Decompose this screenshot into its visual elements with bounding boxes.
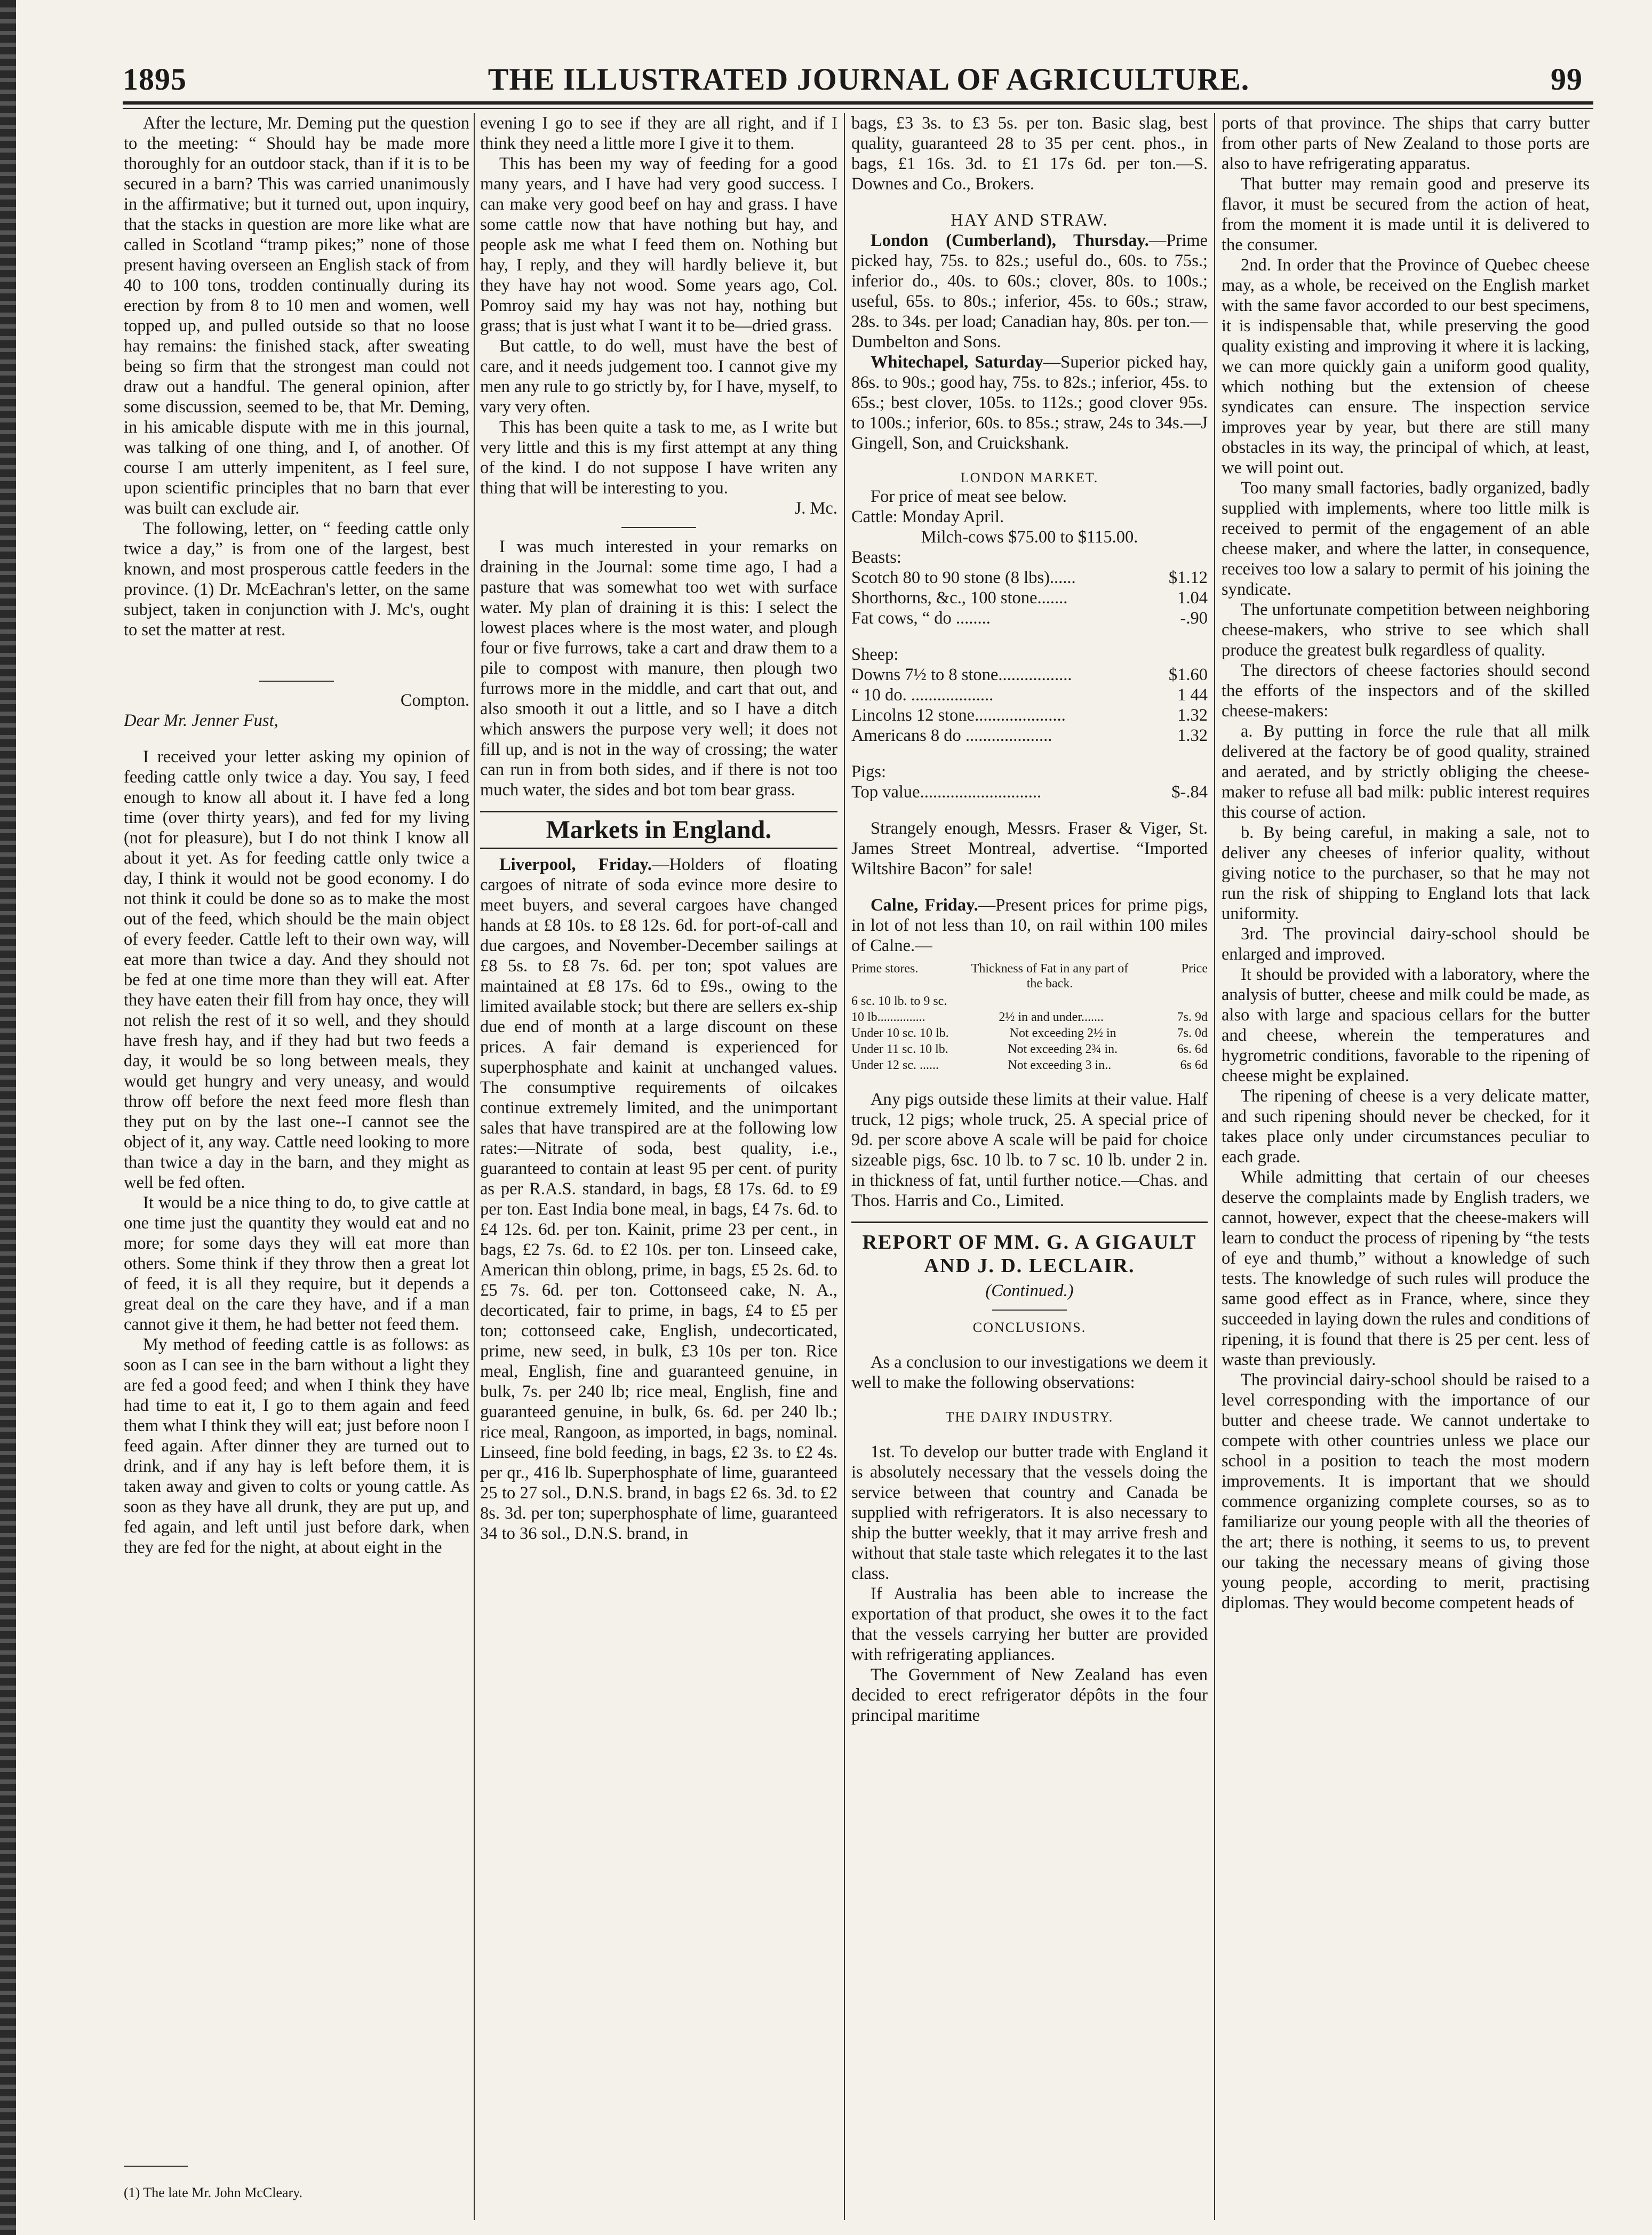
price-row: [851, 725, 1208, 746]
table-row: [851, 1009, 1208, 1025]
price-item: “ 10 do. ...................: [851, 685, 994, 705]
column-2: [480, 113, 837, 2220]
price-row: [851, 705, 1208, 725]
paragraph: a. By putting in force the rule that all milk delivered at the factory be of good quality, strained and aerated, and by strictly obliging the cheese-maker to refuse all bad milk: public interest requires this course of action.: [1222, 722, 1590, 822]
column-divider: [844, 113, 845, 2220]
paragraph: This has been my way of feeding for a good many years, and I have had very good success. I can make very good beef on hay and grass. I have some cattle now that have nothing but hay, and people ask me what I feed them on. Nothing but hay, I reply, and they will hardly believe it, but they have hay not wood. Some years ago, Col. Pomroy said my hay was not hay, nothing but grass; that is just what I want it to be—dried grass.: [480, 154, 837, 336]
table-cell: Not exceeding 2¾ in.: [1008, 1042, 1118, 1056]
paragraph: bags, £3 3s. to £3 5s. per ton. Basic slag, best quality, guaranteed 28 to 35 per cent. phos., in bags, £1 16s. 3d. to £1 17s 6d. per ton.—S. Downes and Co., Brokers.: [851, 114, 1208, 194]
price-list-sheep: [851, 665, 1208, 746]
paragraph: Cattle: Monday April.: [851, 507, 1004, 526]
price-item: Lincolns 12 stone.....................: [851, 706, 1066, 725]
section-rule: [992, 1310, 1067, 1311]
paragraph: If Australia has been able to increase the exportation of that product, she owes it to the fact that the vessels carrying her butter are provided with refrigerating appliances.: [851, 1584, 1208, 1664]
letter-salutation: Dear Mr. Jenner Fust,: [124, 711, 278, 730]
column-1: [124, 113, 469, 2220]
price-row: [851, 665, 1208, 685]
column-divider: [474, 113, 475, 2220]
lead-place: Liverpool, Friday.: [499, 855, 652, 874]
table-header-cell: Price: [1181, 962, 1208, 976]
lead-place: Calne, Friday.: [871, 896, 978, 915]
paragraph: [851, 895, 1208, 956]
price-label: Beasts:: [851, 548, 901, 567]
price-row: [851, 608, 1208, 628]
price-item: Shorthorns, &c., 100 stone.......: [851, 588, 1068, 608]
table-cell: 6s 6d: [1180, 1058, 1208, 1072]
price-item: Downs 7½ to 8 stone.................: [851, 665, 1072, 684]
paragraph: My method of feeding cattle is as follows: as soon as I can see in the barn without a light they are fed a good feed; and when I think they have had time to eat it, I go to them again and feed them what I think they will eat; just before noon I feed again. After dinner they are turned out to drink, and if any hay is left before them, it is taken away and given to colts or young cattle. As soon as they have all drunk, they are put up, and fed again, and left until just before dark, when they are fed for the night, at about eight in the: [124, 1335, 469, 1557]
price-value: 1 44: [1177, 685, 1208, 705]
paragraph: 1st. To develop our butter trade with England it is absolutely necessary that the vessels doing the service between that country and Canada be supplied with refrigerators. It is also necessary to ship the butter weekly, that it may arrive fresh and without that stale taste which relegates it to the last class.: [851, 1442, 1208, 1583]
price-item: Top value............................: [851, 783, 1042, 802]
section-heading: LONDON MARKET.: [960, 470, 1099, 485]
paragraph: The ripening of cheese is a very delicate matter, and such ripening should never be checked, for it takes place only under circumstances peculiar to each grade.: [1222, 1087, 1590, 1167]
price-label: Sheep:: [851, 645, 899, 664]
paragraph: But cattle, to do well, must have the best of care, and it needs judgement too. I cannot give my men any rule to go strictly by, for I have, myself, to vary very often.: [480, 337, 837, 417]
lead-place: Whitechapel, Saturday: [871, 353, 1043, 372]
paragraph: The Government of New Zealand has even decided to erect refrigerator dépôts in the four principal maritime: [851, 1665, 1208, 1725]
price-value: 1.32: [1177, 726, 1208, 745]
column-4: [1222, 113, 1590, 2220]
footnote-rule: [124, 2166, 188, 2167]
paragraph: For price of meat see below.: [871, 487, 1067, 506]
paragraph: After the lecture, Mr. Deming put the question to the meeting: “ Should hay be made more thoroughly for an outdoor stack, than if it is to be secured in a barn? This was carried unanimously in the affirmative; but it turned out, upon inquiry, that the stacks in question are more like what are called in Scotland “tramp pikes;” none of those present having overseen an English stack of from 40 to 100 tons, trodden continually during its erection by from 8 to 10 men and women, well topped up, and pulled outside so that no loose hay remains: the finished stack, after sweating being so firm that the strongest man could not draw out a handful. The general opinion, after some discussion, seemed to be, that Mr. Deming, in his amicable dispute with me in this journal, was talking of one thing, and I, of another. Of course I am utterly impenitent, as I feel sure, upon scientific principles that no barn that ever was built can exclude air.: [124, 114, 469, 518]
header-rule-thick: [123, 101, 1593, 105]
price-value: 1.32: [1177, 706, 1208, 725]
price-row: [851, 568, 1208, 588]
paragraph: I was much interested in your remarks on draining in the Journal: some time ago, I had a pasture that was somewhat too wet with surface water. My plan of draining it is this: I select the lowest places where is the most water, and plough four or five furrows, take a cart and draw them to a pile to compost with manure, then plough two furrows more in the middle, and cart that out, and also smooth it out a little, and so I have a ditch which answers the purpose very well; it does not fill up, and is not in the way of crossing; the water can run in from both sides, and if there is not too much water, the sides and bot tom bear grass.: [480, 537, 837, 800]
paragraph-body: —Superior picked hay, 86s. to 90s.; good hay, 75s. to 82s.; inferior, 45s. to 65s.; best clover, 105s. to 112s.; good clover 95s. to 100s.; inferior, 60s. to 85s.; straw, 24s to 34s.—J Gingell, Son, and Cruickshank.: [851, 353, 1208, 453]
table-cell: Under 10 sc. 10 lb.: [851, 1026, 949, 1040]
paragraph: The directors of cheese factories should second the efforts of the inspectors and of the skilled cheese-makers:: [1222, 661, 1590, 721]
paragraph: While admitting that certain of our cheeses deserve the complaints made by English traders, we cannot, however, expect that the cheese-makers will learn to conduct the process of ripening by “the tests of eye and thumb,” without a knowledge of such tests. The knowledge of such rules will produce the same good effect as in France, where, since they succeeded in laying down the rules and conditions of ripening, it is found that there is 25 per cent. less of waste than previously.: [1222, 1168, 1590, 1369]
table-cell: Not exceeding 3 in..: [1008, 1058, 1112, 1072]
paragraph: I received your letter asking my opinion of feeding cattle only twice a day. You say, I feed enough to know all about it. I have fed a long time (over thirty years), and fed for my living (not for pleasure), but I do not think I know all about it yet. As for feeding cattle only twice a day, I think it would not be good economy. I do not think it could be done so as to make the most out of the feed, which should be the main object of every feeder. Cattle left to their own way, will eat more than twice a day. And they should not be fed at one time more than they will eat. After they have eaten their fill from hay once, they will not relish the rest of it so well, and they should have fresh hay, and if they had but two feeds a day, it would be so long between meals, they would get hungry and very uneasy, and would throw off before the next feed more flesh than they put on by the last one--I cannot see the object of it, any way. Cattle need looking to more than twice a day in the barn, and they might as well be fed often.: [124, 747, 469, 1192]
table-cell: Not exceeding 2½ in: [1009, 1026, 1116, 1040]
paragraph: evening I go to see if they are all right, and if I think they need a little more I give it to them.: [480, 114, 837, 153]
table-header-cell: Prime stores.: [851, 962, 919, 976]
paragraph: ports of that province. The ships that carry butter from other parts of New Zealand to those ports are also to have refrigerating apparatus.: [1222, 114, 1590, 173]
header-year: 1895: [123, 61, 187, 97]
table-cell: 7s. 9d: [1177, 1010, 1208, 1024]
paragraph: 3rd. The provincial dairy-school should be enlarged and improved.: [1222, 924, 1590, 964]
price-item: Americans 8 do ....................: [851, 726, 1052, 745]
table-row: [851, 1057, 1208, 1073]
footnote: (1) The late Mr. John McCleary.: [124, 2185, 303, 2200]
section-rule: [259, 681, 334, 682]
binding-spine: [0, 0, 16, 2235]
paragraph: It should be provided with a laboratory, where the analysis of butter, cheese and milk could be made, as also with large and spacious cellars for the butter and cheese, wherein the temperatures and hygrometric conditions, favorable to the ripening of cheese might be explained.: [1222, 965, 1590, 1085]
paragraph: The provincial dairy-school should be raised to a level corresponding with the importance of our butter and cheese trade. We cannot undertake to compete with other countries unless we place our school in a position to teach the most modern improvements. It is important that we should commence organizing complete courses, so as to familiarize our young people with all the theories of the art; there is nothing, it seems to us, to prevent our taking the necessary means of giving those young people, according to merit, practising diplomas. They would become competent heads of: [1222, 1370, 1590, 1613]
paragraph: [851, 352, 1208, 453]
column-divider: [1214, 113, 1215, 2220]
table-cell: 2½ in and under.......: [999, 1010, 1104, 1024]
header-title: THE ILLUSTRATED JOURNAL OF AGRICULTURE.: [488, 61, 1250, 97]
letter-place: Compton.: [400, 691, 469, 710]
report-title: REPORT OF MM. G. A GIGAULT AND J. D. LECLAIR.: [851, 1222, 1208, 1278]
price-value: $1.60: [1168, 665, 1208, 684]
paragraph: Any pigs outside these limits at their value. Half truck, 12 pigs; whole truck, 25. A special price of 9d. per score above A scale will be paid for choice sizeable pigs, 6sc. 10 lb. to 7 sc. 10 lb. under 2 in. in thickness of fat, until further notice.—Chas. and Thos. Harris and Co., Limited.: [851, 1090, 1208, 1210]
paragraph: Strangely enough, Messrs. Fraser & Viger, St. James Street Montreal, advertise. “Imported Wiltshire Bacon” for sale!: [851, 819, 1208, 879]
price-row: [851, 782, 1208, 802]
section-heading: THE DAIRY INDUSTRY.: [945, 1409, 1114, 1425]
letter-signature: J. Mc.: [794, 499, 837, 518]
price-list-beasts: [851, 568, 1208, 628]
paragraph: [480, 855, 837, 1544]
paragraph: Milch-cows $75.00 to $115.00.: [921, 528, 1138, 547]
continued-note: (Continued.): [985, 1281, 1074, 1300]
table-cell: 6s. 6d: [1177, 1042, 1208, 1056]
paragraph-body: —Present prices for prime pigs, in lot of not less than 10, on rail within 100 miles of Calne.—: [851, 896, 1208, 955]
table-header-cell: Thickness of Fat in any part of the back.: [971, 962, 1129, 991]
section-rule: [621, 527, 696, 528]
price-row: [851, 685, 1208, 705]
paragraph: 2nd. In order that the Province of Quebec cheese may, as a whole, be received on the English market with the same favor accorded to our best specimens, it is indispensable that, while preserving the good quality existing and improving it where it is lacking, we can more quickly gain a uniform good quality, which nothing but the extension of cheese syndicates can ensure. The inspection service improves year by year, but there are still many obstacles in its way, the principal of which, at least, we will point out.: [1222, 256, 1590, 477]
price-label: Pigs:: [851, 762, 887, 781]
paragraph: The unfortunate competition between neighboring cheese-makers, who strive to see which shall produce the greatest bulk regardless of quality.: [1222, 600, 1590, 660]
table-cell: 10 lb...............: [851, 1010, 925, 1024]
table-row: [851, 1041, 1208, 1057]
price-value: -.90: [1180, 609, 1208, 628]
table-row: [851, 993, 1208, 1009]
price-value: 1.04: [1177, 588, 1208, 608]
pig-table: [851, 993, 1208, 1073]
paragraph-body: —Prime picked hay, 75s. to 82s.; useful do., 60s. to 75s.; inferior do., 40s. to 60s.; clover, 80s. to 100s.; useful, 65s. to 80s.; inferior, 45s. to 60s.; straw, 28s. to 34s. per load; Canadian hay, 80s. per ton.—Dumbelton and Sons.: [851, 231, 1208, 352]
header-page-number: 99: [1550, 61, 1583, 97]
pig-table-header: [851, 961, 1208, 991]
table-cell: 6 sc. 10 lb. to 9 sc.: [851, 994, 947, 1008]
price-list-pigs: [851, 782, 1208, 802]
section-heading: CONCLUSIONS.: [972, 1320, 1087, 1335]
table-cell: Under 12 sc. ......: [851, 1058, 939, 1072]
table-cell: 7s. 0d: [1177, 1026, 1208, 1040]
header-rule-thin: [123, 108, 1593, 109]
paragraph: It would be a nice thing to do, to give cattle at one time just the quantity they would eat and no more; for some days they will eat more than others. Some think if they throw then a great lot of feed, it is all they require, but it depends a great deal on the care they have, and if a man cannot give it them, he had better not feed them.: [124, 1193, 469, 1334]
paragraph: Too many small factories, badly organized, badly supplied with implements, where too little milk is received to permit of the engagement of an able cheese maker, and where the latter, in consequence, receives too low a salary to permit of his joining the syndicate.: [1222, 478, 1590, 599]
section-heading: HAY AND STRAW.: [951, 211, 1108, 230]
price-value: $-.84: [1171, 783, 1208, 802]
paragraph: The following, letter, on “ feeding cattle only twice a day,” is from one of the largest, best known, and most prosperous cattle feeders in the province. (1) Dr. McEachran's letter, on the same subject, taken in conjunction with J. Mc's, ought to set the matter at rest.: [124, 519, 469, 640]
table-row: [851, 1025, 1208, 1041]
price-value: $1.12: [1168, 568, 1208, 587]
page-header: [123, 58, 1583, 100]
lead-place: London (Cumberland), Thursday.: [871, 231, 1149, 250]
markets-heading: Markets in England.: [480, 811, 837, 849]
price-item: Scotch 80 to 90 stone (8 lbs)......: [851, 568, 1076, 587]
paragraph: This has been quite a task to me, as I write but very little and this is my first attempt at any thing of the kind. I do not suppose I have writen any thing that will be interesting to you.: [480, 418, 837, 498]
price-row: [851, 588, 1208, 608]
table-cell: Under 11 sc. 10 lb.: [851, 1042, 948, 1056]
paragraph: b. By being careful, in making a sale, not to deliver any cheeses of inferior quality, without giving notice to the purchaser, so that he may not run the risk of shipping to England lots that lack uniformity.: [1222, 823, 1590, 923]
paragraph: [851, 230, 1208, 352]
paragraph-body: —Holders of floating cargoes of nitrate of soda evince more desire to meet buyers, and several cargoes have changed hands at £8 10s. to £8 12s. 6d. for port-of-call and due cargoes, and November-December sailings at £8 5s. to £8 7s. 6d. per ton; spot values are maintained at £8 17s. 6d to £9s., owing to the limited available stock; but there are sellers ex-ship due end of month at a large discount on these prices. A fair demand is experienced for superphosphate and kainit at unchanged values. The consumptive requirements of oilcakes continue extremely limited, and the unimportant sales that have transpired are at the following low rates:—Nitrate of soda, best quality, i.e., guaranteed to contain at least 95 per cent. of purity as per R.A.S. standard, in bags, £8 17s. 6d. to £9 per ton. East India bone meal, in bags, £4 7s. 6d. to £4 12s. 6d. per ton. Kainit, prime 23 per cent., in bags, £2 7s. 6d. to £2 10s. per ton. Linseed cake, American thin oblong, prime, in bags, £5 2s. 6d. to £5 7s. 6d. per ton. Cottonseed cake, N. A., decorticated, fair to prime, in bags, £4 to £5 per ton; cottonseed cake, English, undecorticated, prime, new seed, in bulk, £3 10s per ton. Rice meal, English, fine and guaranteed genuine, in bulk, 7s. per 240 lb; rice meal, English, fine and guaranteed genuine, in bulk, 6s. 6d. per 240 lb.; rice meal, Rangoon, as imported, in bags, nominal. Linseed, fine bold feeding, in bags, £2 3s. to £2 4s. per qr., 416 lb. Superphosphate of lime, guaranteed 25 to 27 sol., D.N.S. brand, in bags £2 6s. 3d. to £2 8s. 3d. per ton; superphosphate of lime, guaranteed 34 to 36 sol., D.N.S. brand, in: [480, 855, 837, 1543]
column-3: [851, 113, 1208, 2220]
paragraph: As a conclusion to our investigations we deem it well to make the following observations:: [851, 1353, 1208, 1392]
paragraph: That butter may remain good and preserve its flavor, it must be secured from the action of heat, from the moment it is made until it is delivered to the consumer.: [1222, 174, 1590, 254]
price-item: Fat cows, “ do ........: [851, 609, 991, 628]
